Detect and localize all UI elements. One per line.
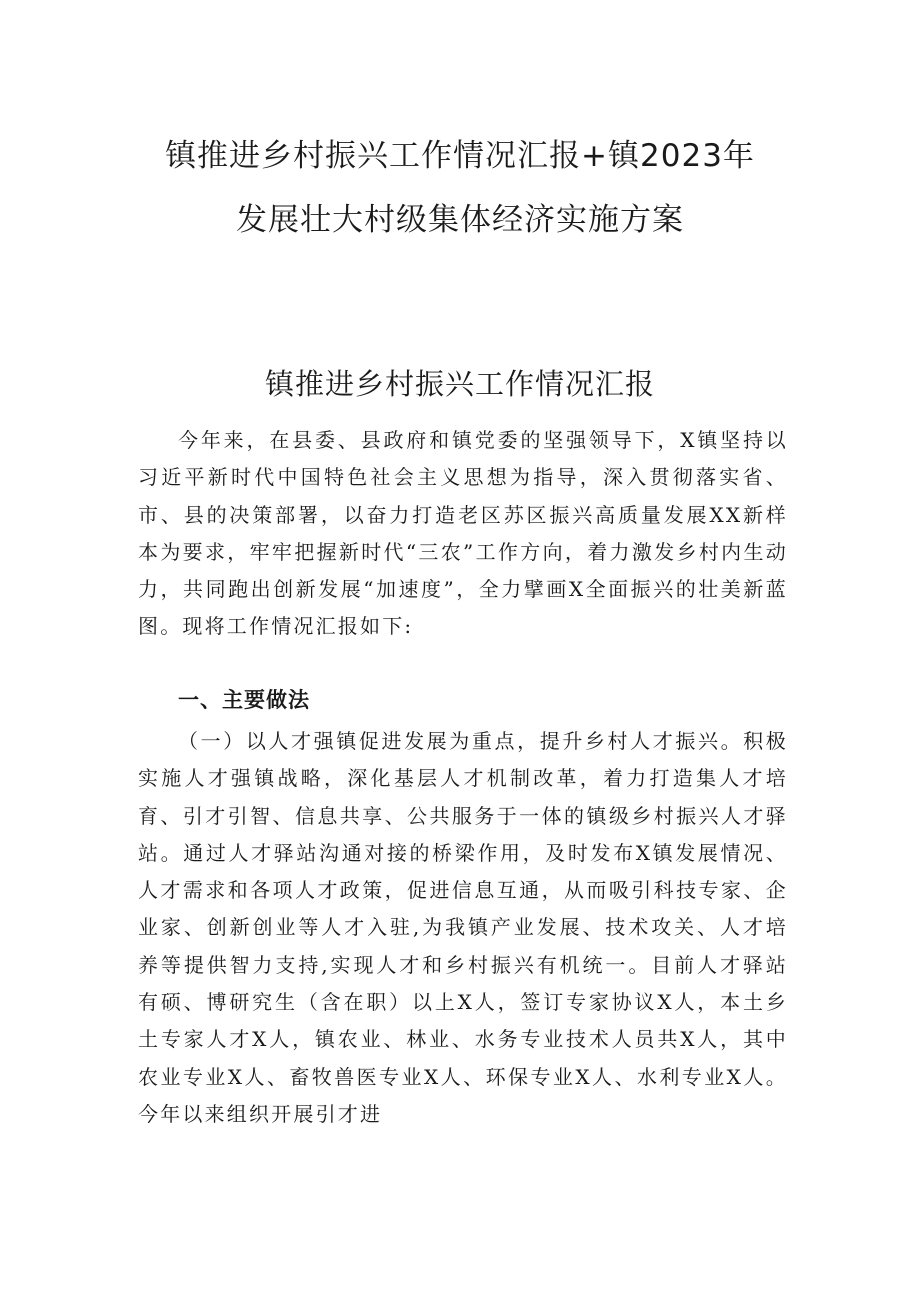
section-title: 镇推进乡村振兴工作情况汇报 xyxy=(264,367,655,401)
talent-paragraph: （一）以人才强镇促进发展为重点，提升乡村人才振兴。积极实施人才强镇战略，深化基层人才机制改革，着力打造集人才培育、引才引智、信息共享、公共服务于一体的镇级乡村振兴人才驿站。通过人才驿站沟通对接的桥梁作用，及时发布X镇发展情况、人才需求和各项人才政策，促进信息互通，从而吸引科技专家、企业家、创新创业等人才入驻,为我镇产业发展、技术攻关、人才培养等提供智力支持,实现人才和乡村振兴有机统一。目前人才驿站有硕、博研究生（含在职）以上X人，签订专家协议X人，本土乡土专家人才X人，镇农业、林业、水务专业技术人员共X人，其中农业专业X人、畜牧兽医专业X人、环保专业X人、水利专业X人。今年以来组织开展引才进 xyxy=(138,729,788,1126)
intro-paragraph: 今年来，在县委、县政府和镇党委的坚强领导下，X镇坚持以习近平新时代中国特色社会主义思想为指导，深入贯彻落实省、市、县的决策部署，以奋力打造老区苏区振兴高质量发展XX新样本为要求，牢牢把握新时代“三农”工作方向，着力激发乡村内生动力，共同跑出创新发展“加速度”，全力擘画X全面振兴的壮美新蓝图。现将工作情况汇报如下: xyxy=(138,428,788,639)
document-title-line-1: 镇推进乡村振兴工作情况汇报+镇2023年 xyxy=(165,138,755,174)
heading-main-practices: 一、主要做法 xyxy=(178,688,310,712)
document-title-line-2: 发展壮大村级集体经济实施方案 xyxy=(236,202,684,238)
